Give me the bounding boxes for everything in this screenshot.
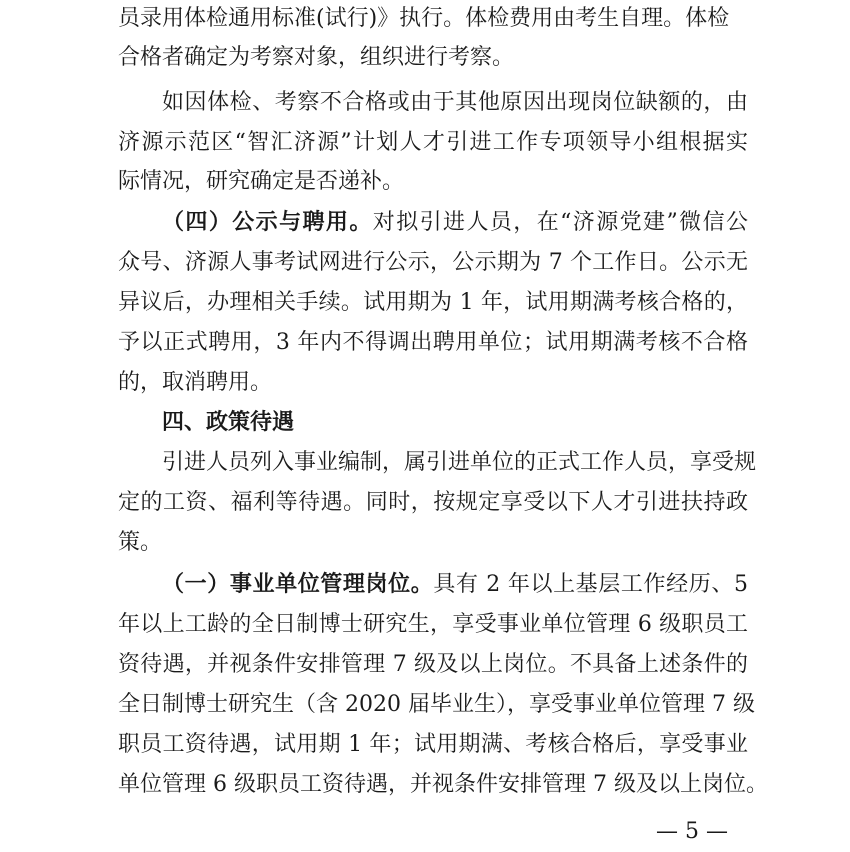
- paragraph-line: 异议后，办理相关手续。试用期为 1 年，试用期满考核合格的，: [118, 290, 748, 315]
- section-text: 对拟引进人员，在“济源党建”微信公: [372, 210, 748, 235]
- paragraph-line: 引进人员列入事业编制，属引进单位的正式工作人员，享受规: [162, 450, 757, 475]
- section-paragraph-line: [162, 570, 748, 600]
- paragraph-line: 定的工资、福利等待遇。同时，按规定享受以下人才引进扶持政: [118, 490, 748, 515]
- paragraph-line: 策。: [118, 530, 163, 555]
- paragraph-line: 单位管理 6 级职员工资待遇，并视条件安排管理 7 级及以上岗位。: [118, 772, 768, 797]
- section-paragraph-line: [162, 208, 748, 238]
- paragraph-line: 年以上工龄的全日制博士研究生，享受事业单位管理 6 级职员工: [118, 612, 748, 637]
- paragraph-line: 合格者确定为考察对象，组织进行考察。: [118, 45, 515, 70]
- paragraph-line: 济源示范区“智汇济源”计划人才引进工作专项领导小组根据实: [118, 130, 748, 155]
- paragraph-line: 如因体检、考察不合格或由于其他原因出现岗位缺额的，由: [162, 90, 748, 115]
- paragraph-line: 资待遇，并视条件安排管理 7 级及以上岗位。不具备上述条件的: [118, 652, 748, 677]
- chapter-heading: 四、政策待遇: [162, 410, 295, 435]
- page-number: — 5 —: [656, 819, 728, 844]
- section-heading: （四）公示与聘用。: [162, 210, 373, 235]
- paragraph-line: 全日制博士研究生（含 2020 届毕业生），享受事业单位管理 7 级: [118, 692, 755, 717]
- paragraph-line: 众号、济源人事考试网进行公示，公示期为 7 个工作日。公示无: [118, 250, 748, 275]
- paragraph-line: 予以正式聘用，3 年内不得调出聘用单位；试用期满考核不合格: [118, 330, 748, 355]
- section-heading: （一）事业单位管理岗位。: [162, 572, 434, 597]
- paragraph-line: 员录用体检通用标准(试行)》执行。体检费用由考生自理。体检: [118, 6, 730, 31]
- paragraph-line: 职员工资待遇，试用期 1 年；试用期满、考核合格后，享受事业: [118, 732, 748, 757]
- section-text: 具有 2 年以上基层工作经历、5: [433, 572, 748, 597]
- paragraph-line: 际情况，研究确定是否递补。: [118, 169, 405, 194]
- paragraph-line: 的，取消聘用。: [118, 370, 273, 395]
